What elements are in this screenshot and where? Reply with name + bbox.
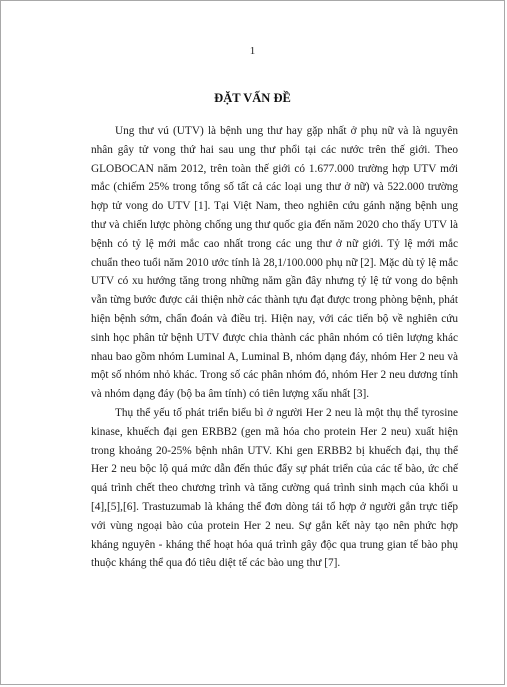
page-title: ĐẶT VẤN ĐỀ [214,91,291,105]
document-body [91,122,458,573]
page-number: 1 [249,45,256,57]
paragraph-2: Thụ thể yếu tố phát triển biểu bì ở người Her 2 neu là một thụ thể tyrosine kinase, khuếch đại gen ERBB2 (gen mã hóa cho protein Her 2 neu) xuất hiện trong khoảng 20-25% bệnh nhân UTV. Khi gen ERBB2 bị khuếch đại, thụ thể Her 2 neu bộc lộ quá mức dẫn đến thúc đẩy sự phát triển của các tế bào, ức chế quá trình chết theo chương trình và tăng cường quá trình sinh mạch của khối u [4],[5],[6]. Trastuzumab là kháng thể đơn dòng tái tổ hợp ở người gắn trực tiếp với vùng ngoại bào của protein Her 2 neu. Sự gắn kết này tạo nên phức hợp kháng nguyên - kháng thể hoạt hóa quá trình gây độc qua trung gian tế bào phụ thuộc kháng thể qua đó tiêu diệt tế các bào ung thư [7]. [91,406,458,570]
paragraph-1: Ung thư vú (UTV) là bệnh ung thư hay gặp nhất ở phụ nữ và là nguyên nhân gây tử vong thứ hai sau ung thư phổi tại các nước trên thế giới. Theo GLOBOCAN năm 2012, trên toàn thế giới có 1.677.000 trường hợp UTV mới mắc (chiếm 25% trong tổng số tất cả các loại ung thư ở nữ) và 522.000 trường hợp tử vong do UTV [1]. Tại Việt Nam, theo nghiên cứu gánh nặng bệnh ung thư và chiến lược phòng chống ung thư quốc gia đến năm 2020 cho thấy UTV là bệnh có tỷ lệ mới mắc cao nhất trong các ung thư ở nữ giới. Tỷ lệ mới mắc chuẩn theo tuổi năm 2010 ước tính là 28,1/100.000 phụ nữ [2]. Mặc dù tỷ lệ mắc UTV có xu hướng tăng trong những năm gần đây nhưng tỷ lệ tử vong do bệnh vẫn từng bước được cải thiện nhờ các thành tựu đạt được trong phòng bệnh, phát hiện bệnh sớm, chẩn đoán và điều trị. Hiện nay, với các tiến bộ về nghiên cứu sinh học phân tử bệnh UTV được chia thành các phân nhóm có tiên lượng khác nhau bao gồm nhóm Luminal A, Luminal B, nhóm dạng đáy, nhóm Her 2 neu và một số nhóm nhỏ khác. Trong số các phân nhóm đó, nhóm Her 2 neu dương tính và nhóm dạng đáy (bộ ba âm tính) có tiên lượng xấu nhất [3]. [91,125,458,401]
